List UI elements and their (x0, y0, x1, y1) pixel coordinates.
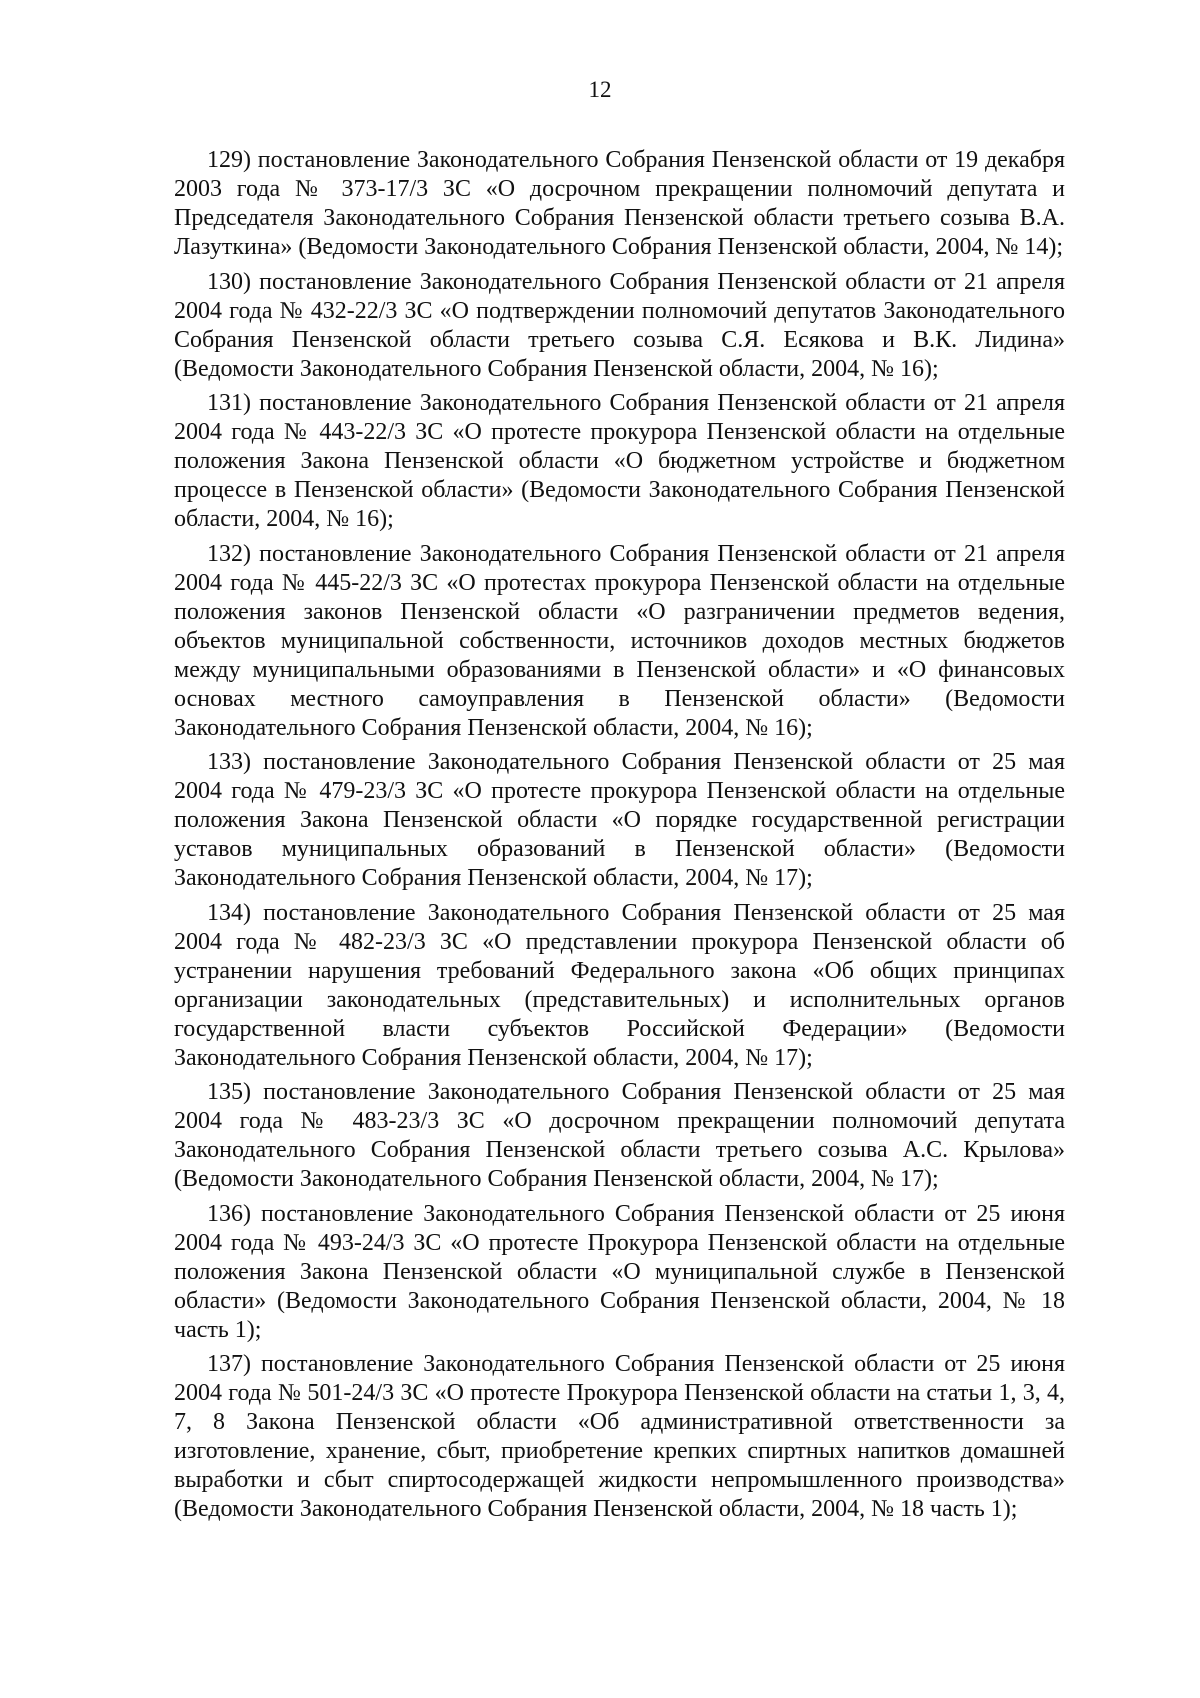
list-item: 133) постановление Законодательного Собрания Пензенской области от 25 мая 2004 года № 479-23/3 ЗС «О протесте прокурора Пензенской области на отдельные положения Закона Пензенской области «О порядке государственной регистрации уставов муниципальных образований в Пензенской области» (Ведомости Законодательного Собрания Пензенской области, 2004, № 17); (174, 749, 1065, 891)
list-item: 129) постановление Законодательного Собрания Пензенской области от 19 декабря 2003 года № 373-17/3 ЗС «О досрочном прекращении полномочий депутата и Председателя Законодательного Собрания Пензенской области третьего созыва В.А. Лазуткина» (Ведомости Законодательного Собрания Пензенской области, 2004, № 14); (174, 147, 1065, 260)
list-item: 136) постановление Законодательного Собрания Пензенской области от 25 июня 2004 года № 493-24/3 ЗС «О протесте Прокурора Пензенской области на отдельные положения Закона Пензенской области «О муниципальной службе в Пензенской области» (Ведомости Законодательного Собрания Пензенской области, 2004, № 18 часть 1); (174, 1200, 1065, 1343)
list-item: 137) постановление Законодательного Собрания Пензенской области от 25 июня 2004 года № 501-24/3 ЗС «О протесте Прокурора Пензенской области на статьи 1, 3, 4, 7, 8 Закона Пензенской области «Об административной ответственности за изготовление, хранение, сбыт, приобретение крепких спиртных напитков домашней выработки и сбыт спиртосодержащей жидкости непромышленного производства» (Ведомости Законодательного Собрания Пензенской области, 2004, № 18 часть 1); (174, 1351, 1065, 1522)
list-item: 134) постановление Законодательного Собрания Пензенской области от 25 мая 2004 года № 482-23/3 ЗС «О представлении прокурора Пензенской области об устранении нарушения требований Федерального закона «Об общих принципах организации законодательных (представительных) и исполнительных органов государственной власти субъектов Российской Федерации» (Ведомости Законодательного Собрания Пензенской области, 2004, № 17); (174, 899, 1065, 1071)
document-body (174, 146, 1065, 1530)
list-item: 135) постановление Законодательного Собрания Пензенской области от 25 мая 2004 года № 483-23/3 ЗС «О досрочном прекращении полномочий депутата Законодательного Собрания Пензенской области третьего созыва А.С. Крылова» (Ведомости Законодательного Собрания Пензенской области, 2004, № 17); (174, 1079, 1065, 1192)
list-item: 132) постановление Законодательного Собрания Пензенской области от 21 апреля 2004 года № 445-22/3 ЗС «О протестах прокурора Пензенской области на отдельные положения законов Пензенской области «О разграничении предметов ведения, объектов муниципальной собственности, источников доходов местных бюджетов между муниципальными образованиями в Пензенской области» и «О финансовых основах местного самоуправления в Пензенской области» (Ведомости Законодательного Собрания Пензенской области, 2004, № 16); (174, 540, 1065, 741)
list-item: 130) постановление Законодательного Собрания Пензенской области от 21 апреля 2004 года № 432-22/3 ЗС «О подтверждении полномочий депутатов Законодательного Собрания Пензенской области третьего созыва С.Я. Есякова и В.К. Лидина» (Ведомости Законодательного Собрания Пензенской области, 2004, № 16); (174, 268, 1065, 382)
list-item: 131) постановление Законодательного Собрания Пензенской области от 21 апреля 2004 года № 443-22/3 ЗС «О протесте прокурора Пензенской области на отдельные положения Закона Пензенской области «О бюджетном устройстве и бюджетном процессе в Пензенской области» (Ведомости Законодательного Собрания Пензенской области, 2004, № 16); (174, 390, 1065, 532)
page-number: 12 (588, 77, 612, 102)
